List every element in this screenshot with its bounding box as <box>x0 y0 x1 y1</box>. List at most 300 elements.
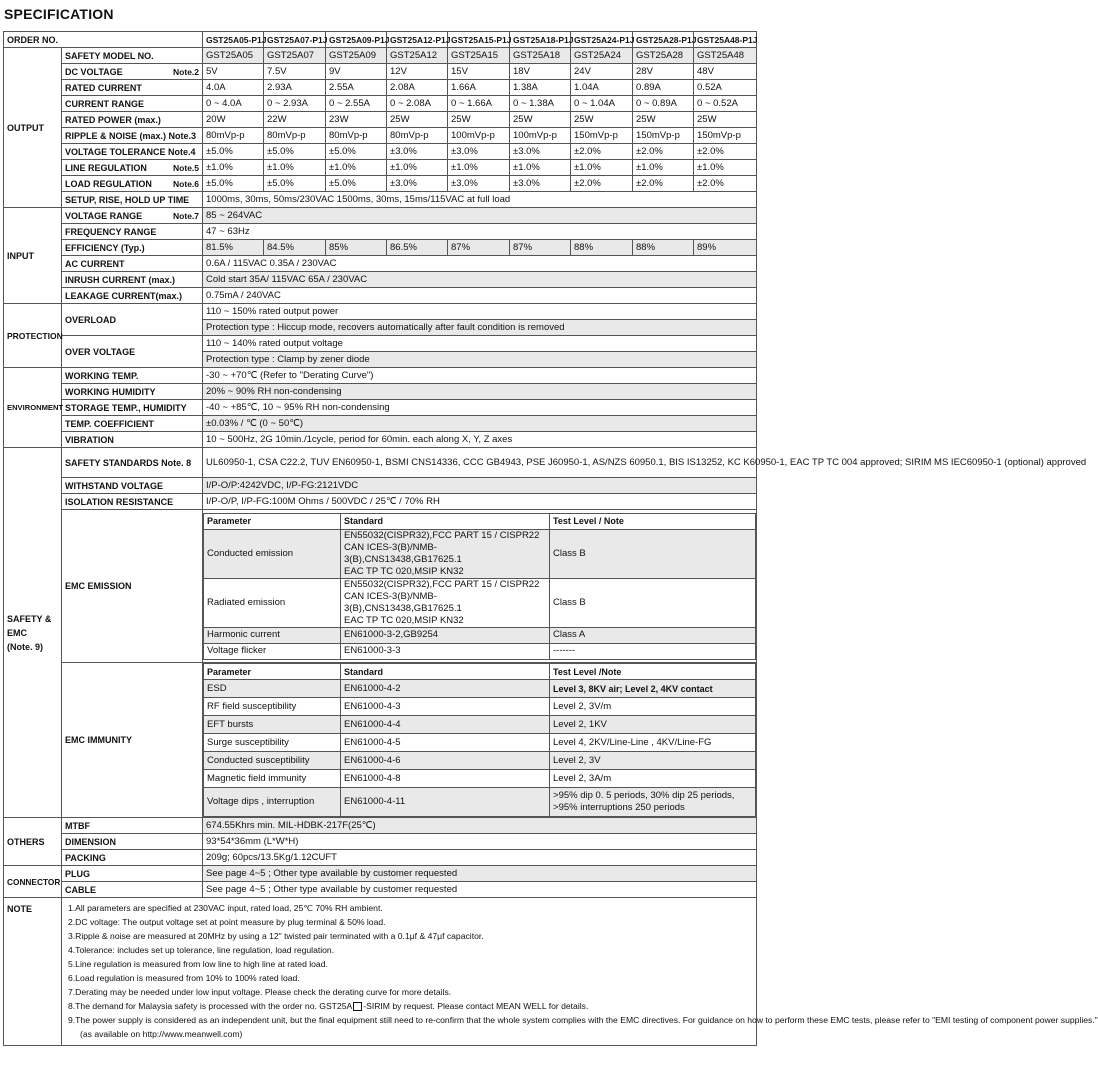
spec-item-text: SAFETY STANDARDS Note. 8 <box>65 457 192 468</box>
value-cell: 22W <box>264 112 326 128</box>
emc-level-cell: Class B <box>550 529 756 578</box>
input-row <box>4 288 757 304</box>
value-cell: 0 ~ 4.0A <box>203 96 264 112</box>
value-cell: 24V <box>571 64 633 80</box>
value-cell: ±2.0% <box>571 176 633 192</box>
value-cell: ±2.0% <box>633 176 694 192</box>
section-protection: PROTECTION <box>4 304 62 368</box>
value-cell: 1.38A <box>510 80 571 96</box>
value-cell: 20W <box>203 112 264 128</box>
spec-item-text: LINE REGULATION <box>65 162 147 173</box>
value-cell: 0.6A / 115VAC 0.35A / 230VAC <box>203 256 757 272</box>
spec-item-label <box>62 240 203 256</box>
spec-item-label <box>62 64 203 80</box>
note-ref: Note.6 <box>173 178 200 189</box>
model-header: GST25A05-P1J <box>203 32 264 48</box>
model-header: GST25A18-P1J <box>510 32 571 48</box>
emc-param-cell: Magnetic field immunity <box>204 770 341 788</box>
input-row <box>4 208 757 224</box>
page-title: SPECIFICATION <box>4 6 114 22</box>
emc-level-cell <box>550 698 756 716</box>
value-cell: 0 ~ 1.66A <box>448 96 510 112</box>
value-cell: 2.93A <box>264 80 326 96</box>
note-row <box>4 898 757 1046</box>
emc-header-cell: Standard <box>341 664 550 680</box>
input-row <box>4 272 757 288</box>
level-line: Level 2, 3A/m <box>553 772 612 784</box>
value-cell: ±2.0% <box>633 144 694 160</box>
level-line: >95% interruptions 250 periods <box>553 802 685 813</box>
input-row <box>4 224 757 240</box>
note-line: 5.Line regulation is measured from low line to high line at rated load. <box>68 959 328 969</box>
value-cell: -40 ~ +85℃, 10 ~ 95% RH non-condensing <box>203 400 757 416</box>
value-cell: ±1.0% <box>387 160 448 176</box>
others-row <box>4 818 757 834</box>
spec-item-label: EMC EMISSION <box>62 510 203 663</box>
input-row <box>4 240 757 256</box>
value-cell: 25W <box>510 112 571 128</box>
value-cell: GST25A12 <box>387 48 448 64</box>
emc-level-cell <box>550 680 756 698</box>
spec-item-text: FREQUENCY RANGE <box>65 226 157 237</box>
standard-line: EAC TP TC 020,MSIP KN32 <box>344 614 464 626</box>
spec-item-label <box>62 866 203 882</box>
output-row <box>4 80 757 96</box>
protection-row <box>4 304 757 320</box>
value-cell: I/P-O/P:4242VDC, I/P-FG:2121VDC <box>203 478 757 494</box>
value-cell: ±5.0% <box>326 176 387 192</box>
value-cell: GST25A05 <box>203 48 264 64</box>
value-cell: 150mVp-p <box>633 128 694 144</box>
section-safety-emc <box>4 448 62 818</box>
value-cell: ±1.0% <box>326 160 387 176</box>
emc-param-cell: Voltage flicker <box>204 643 341 659</box>
note-ref: Note.5 <box>173 162 200 173</box>
spec-item-label <box>62 48 203 64</box>
output-row <box>4 48 757 64</box>
value-cell: 10 ~ 500Hz, 2G 10min./1cycle, period for 60min. each along X, Y, Z axes <box>203 432 757 448</box>
standard-line: EN55032(CISPR32),FCC PART 15 / CISPR22 <box>344 529 540 541</box>
environment-row <box>4 400 757 416</box>
note-line: 6.Load regulation is measured from 10% to 100% rated load. <box>68 973 300 983</box>
safety-row <box>4 448 757 478</box>
spec-item-text: DC VOLTAGE <box>65 66 123 77</box>
spec-item-label <box>62 192 203 208</box>
emc-immunity-row <box>204 752 756 770</box>
level-line: Level 4, 2KV/Line-Line , 4KV/Line-FG <box>553 736 712 748</box>
emc-immunity-row <box>4 663 757 818</box>
spec-item-label <box>62 208 203 224</box>
emc-param-cell: EFT bursts <box>204 716 341 734</box>
value-cell: 81.5% <box>203 240 264 256</box>
order-label: ORDER NO. <box>4 32 203 48</box>
value-cell: ±1.0% <box>264 160 326 176</box>
spec-item-text: CABLE <box>65 884 96 895</box>
environment-row <box>4 368 757 384</box>
standard-line: EN55032(CISPR32),FCC PART 15 / CISPR22 <box>344 578 540 590</box>
value-cell: 150mVp-p <box>694 128 757 144</box>
value-cell: 110 ~ 140% rated output voltage <box>203 336 757 352</box>
value-cell: 0 ~ 2.55A <box>326 96 387 112</box>
output-row <box>4 192 757 208</box>
value-cell: 0 ~ 2.08A <box>387 96 448 112</box>
spec-item-label <box>62 494 203 510</box>
emc-emission-row <box>4 510 757 663</box>
spec-item-label <box>62 400 203 416</box>
emc-param-cell: Conducted emission <box>204 529 341 578</box>
note-ref: Note.2 <box>173 66 200 77</box>
note-line: 9.The power supply is considered as an independent unit, but the final equipment still need to re-confirm that the whole system complies with the EMC directives. For guidance on how to perform these EMC tests, please refer to "EMI testing of component power supplies." <box>68 1015 1098 1025</box>
spec-item-label: OVERLOAD <box>62 304 203 336</box>
emc-immunity-row <box>204 716 756 734</box>
note-text: -SIRIM by request. Please contact MEAN WELL for details. <box>363 1001 589 1011</box>
value-cell: ±1.0% <box>694 160 757 176</box>
spec-item-text: VOLTAGE RANGE <box>65 210 143 221</box>
value-cell: ±2.0% <box>694 144 757 160</box>
emc-param-cell: ESD <box>204 680 341 698</box>
connector-row <box>4 866 757 882</box>
output-row <box>4 160 757 176</box>
emc-header-cell: Parameter <box>204 664 341 680</box>
spec-item-text: AC CURRENT <box>65 258 125 269</box>
value-cell: 0 ~ 1.04A <box>571 96 633 112</box>
section-label-line: SAFETY & <box>7 613 52 624</box>
model-header: GST25A15-P1J <box>448 32 510 48</box>
value-cell: GST25A15 <box>448 48 510 64</box>
output-row <box>4 96 757 112</box>
value-cell: GST25A28 <box>633 48 694 64</box>
value-cell: 47 ~ 63Hz <box>203 224 757 240</box>
value-cell: 0.89A <box>633 80 694 96</box>
spec-item-label <box>62 416 203 432</box>
value-cell: 88% <box>571 240 633 256</box>
value-cell: 25W <box>571 112 633 128</box>
standard-line: EAC TP TC 020,MSIP KN32 <box>344 565 464 577</box>
note-line: (as available on http://www.meanwell.com) <box>80 1029 243 1039</box>
emc-standard-cell: EN61000-4-3 <box>341 698 550 716</box>
spec-item-label <box>62 160 203 176</box>
connector-row <box>4 882 757 898</box>
emc-immunity-table <box>203 663 756 817</box>
value-cell: 0 ~ 1.38A <box>510 96 571 112</box>
emc-standard-cell: EN61000-4-4 <box>341 716 550 734</box>
spec-item-label <box>62 834 203 850</box>
value-cell: ±1.0% <box>510 160 571 176</box>
level-line: Level 2, 3V/m <box>553 700 612 712</box>
value-cell: See page 4~5 ; Other type available by customer requested <box>203 866 757 882</box>
emc-immunity-row <box>204 788 756 817</box>
note-ref: Note.7 <box>173 210 200 221</box>
emc-level-cell <box>550 752 756 770</box>
value-cell: ±5.0% <box>203 176 264 192</box>
spec-item-text: INRUSH CURRENT (max.) <box>65 274 176 285</box>
spec-item-label: OVER VOLTAGE <box>62 336 203 368</box>
value-cell: GST25A48 <box>694 48 757 64</box>
spec-item-label <box>62 80 203 96</box>
value-cell: 9V <box>326 64 387 80</box>
spec-table <box>3 31 1098 1046</box>
output-row <box>4 176 757 192</box>
spec-item-text: SETUP, RISE, HOLD UP TIME <box>65 194 190 205</box>
value-cell: ±5.0% <box>203 144 264 160</box>
value-cell: 209g; 60pcs/13.5Kg/1.12CUFT <box>203 850 757 866</box>
note-line: 3.Ripple & noise are measured at 20MHz by using a 12" twisted pair terminated with a 0.1μf & 47μf capacitor. <box>68 931 484 941</box>
value-cell: ±5.0% <box>264 144 326 160</box>
emc-standard-cell: EN61000-4-8 <box>341 770 550 788</box>
model-header: GST25A24-P1J <box>571 32 633 48</box>
spec-item-text: RIPPLE & NOISE (max.) Note.3 <box>65 130 197 141</box>
spec-item-text: RATED CURRENT <box>65 82 142 93</box>
spec-item-text: PLUG <box>65 868 91 879</box>
value-cell: 1.66A <box>448 80 510 96</box>
value-cell: 85 ~ 264VAC <box>203 208 757 224</box>
value-cell: 80mVp-p <box>264 128 326 144</box>
spec-item-label <box>62 272 203 288</box>
emc-standard-cell: EN61000-4-11 <box>341 788 550 817</box>
standard-line: EN61000-3-2,GB9254 <box>344 629 439 640</box>
value-cell: 4.0A <box>203 80 264 96</box>
environment-row <box>4 384 757 400</box>
value-cell: ±1.0% <box>571 160 633 176</box>
section-input: INPUT <box>4 208 62 304</box>
section-environment: ENVIRONMENT <box>4 368 62 448</box>
spec-item-text: ISOLATION RESISTANCE <box>65 496 174 507</box>
emc-immunity-row <box>204 680 756 698</box>
spec-item-label <box>62 850 203 866</box>
value-cell: Protection type : Clamp by zener diode <box>203 352 757 368</box>
emc-param-cell: Conducted susceptibility <box>204 752 341 770</box>
spec-item-label <box>62 384 203 400</box>
notes-cell <box>62 898 1098 1046</box>
spec-item-text: RATED POWER (max.) <box>65 114 161 125</box>
emc-emission-row <box>204 643 756 659</box>
value-cell: 89% <box>694 240 757 256</box>
note-line: 1.All parameters are specified at 230VAC input, rated load, 25℃ 70% RH ambient. <box>68 903 383 913</box>
environment-row <box>4 432 757 448</box>
emc-standard-cell <box>341 578 550 627</box>
value-cell: UL60950-1, CSA C22.2, TUV EN60950-1, BSMI CNS14336, CCC GB4943, PSE J60950-1, AS/NZS 60950.1, BIS IS13252, KC K60950-1, EAC TP TC 004 approved; SIRIM MS IEC60950-1 (optional) approved <box>203 448 757 478</box>
section-label-line: (Note. 9) <box>7 641 43 652</box>
emc-immunity-row <box>204 698 756 716</box>
value-cell: 48V <box>694 64 757 80</box>
spec-item-label <box>62 224 203 240</box>
output-row <box>4 64 757 80</box>
value-cell: 150mVp-p <box>571 128 633 144</box>
note-line: 2.DC voltage: The output voltage set at point measure by plug terminal & 50% load. <box>68 917 386 927</box>
value-cell: 12V <box>387 64 448 80</box>
emc-immunity-row <box>204 734 756 752</box>
emc-param-cell: Voltage dips , interruption <box>204 788 341 817</box>
value-cell: ±1.0% <box>448 160 510 176</box>
model-header: GST25A28-P1J <box>633 32 694 48</box>
value-cell: 23W <box>326 112 387 128</box>
section-connector: CONNECTOR <box>4 866 62 898</box>
spec-item-label: EMC IMMUNITY <box>62 663 203 818</box>
value-cell: 0 ~ 2.93A <box>264 96 326 112</box>
spec-item-text: EFFICIENCY (Typ.) <box>65 242 145 253</box>
spec-item-text: WITHSTAND VOLTAGE <box>65 480 163 491</box>
spec-item-label <box>62 448 203 478</box>
emc-header-row <box>204 664 756 680</box>
spec-item-label <box>62 368 203 384</box>
input-row <box>4 256 757 272</box>
value-cell: 93*54*36mm (L*W*H) <box>203 834 757 850</box>
value-cell: 80mVp-p <box>326 128 387 144</box>
spec-item-text: LOAD REGULATION <box>65 178 152 189</box>
value-cell: 86.5% <box>387 240 448 256</box>
emc-emission-table <box>203 513 756 660</box>
standard-line: CAN ICES-3(B)/NMB-3(B),CNS13438,GB17625.1 <box>344 541 462 565</box>
emc-immunity-table-cell <box>203 663 757 818</box>
spec-item-label <box>62 112 203 128</box>
emc-level-cell <box>550 734 756 752</box>
standard-line: EN61000-3-3 <box>344 645 401 656</box>
value-cell: 25W <box>448 112 510 128</box>
emc-emission-row <box>204 578 756 627</box>
value-cell: ±0.03% / ℃ (0 ~ 50℃) <box>203 416 757 432</box>
value-cell: 80mVp-p <box>203 128 264 144</box>
emc-level-cell <box>550 770 756 788</box>
value-cell: 18V <box>510 64 571 80</box>
value-cell: 110 ~ 150% rated output power <box>203 304 757 320</box>
spec-item-text: STORAGE TEMP., HUMIDITY <box>65 402 187 413</box>
emc-param-cell: Radiated emission <box>204 578 341 627</box>
note-line: 4.Tolerance: includes set up tolerance, line regulation, load regulation. <box>68 945 335 955</box>
emc-param-cell: Harmonic current <box>204 627 341 643</box>
spec-item-label <box>62 818 203 834</box>
value-cell: 7.5V <box>264 64 326 80</box>
spec-item-text: CURRENT RANGE <box>65 98 145 109</box>
value-cell: 674.55Khrs min. MIL-HDBK-217F(25℃) <box>203 818 757 834</box>
section-others: OTHERS <box>4 818 62 866</box>
value-cell: GST25A24 <box>571 48 633 64</box>
emc-header-cell: Parameter <box>204 513 341 529</box>
spec-item-text: VIBRATION <box>65 434 114 445</box>
value-cell: 20% ~ 90% RH non-condensing <box>203 384 757 400</box>
safety-row <box>4 478 757 494</box>
note-text: 8.The demand for Malaysia safety is processed with the order no. GST25A <box>68 1001 353 1011</box>
standard-line: CAN ICES-3(B)/NMB-3(B),CNS13438,GB17625.1 <box>344 590 462 614</box>
spec-item-label <box>62 882 203 898</box>
spec-item-label <box>62 478 203 494</box>
value-cell: ±3.0% <box>387 144 448 160</box>
emc-standard-cell: EN61000-4-5 <box>341 734 550 752</box>
spec-item-text: PACKING <box>65 852 106 863</box>
emc-standard-cell: EN61000-4-6 <box>341 752 550 770</box>
emc-param-cell: RF field susceptibility <box>204 698 341 716</box>
safety-row <box>4 494 757 510</box>
value-cell: ±1.0% <box>203 160 264 176</box>
value-cell: -30 ~ +70℃ (Refer to "Derating Curve") <box>203 368 757 384</box>
emc-header-cell: Standard <box>341 513 550 529</box>
emc-standard-cell <box>341 643 550 659</box>
value-cell: 1.04A <box>571 80 633 96</box>
value-cell: 0 ~ 0.52A <box>694 96 757 112</box>
value-cell: 25W <box>633 112 694 128</box>
spec-item-label <box>62 128 203 144</box>
environment-row <box>4 416 757 432</box>
value-cell: I/P-O/P, I/P-FG:100M Ohms / 500VDC / 25℃ / 70% RH <box>203 494 757 510</box>
value-cell: 0.52A <box>694 80 757 96</box>
value-cell: ±5.0% <box>326 144 387 160</box>
value-cell: 25W <box>694 112 757 128</box>
emc-standard-cell: EN61000-4-2 <box>341 680 550 698</box>
value-cell: 25W <box>387 112 448 128</box>
level-line: Level 2, 3V <box>553 754 601 766</box>
value-cell: ±3.0% <box>448 176 510 192</box>
value-cell: ±3.0% <box>387 176 448 192</box>
emc-header-cell: Test Level / Note <box>550 513 756 529</box>
spec-item-text: DIMENSION <box>65 836 117 847</box>
value-cell: 1000ms, 30ms, 50ms/230VAC 1500ms, 30ms, 15ms/115VAC at full load <box>203 192 757 208</box>
spec-item-text: SAFETY MODEL NO. <box>65 50 154 61</box>
spec-item-label <box>62 256 203 272</box>
value-cell: 87% <box>448 240 510 256</box>
protection-row <box>4 336 757 352</box>
output-row <box>4 112 757 128</box>
value-cell: 85% <box>326 240 387 256</box>
value-cell: Cold start 35A/ 115VAC 65A / 230VAC <box>203 272 757 288</box>
order-row <box>4 32 757 48</box>
emc-emission-table-cell <box>203 510 757 663</box>
spec-item-text: WORKING TEMP. <box>65 370 139 381</box>
others-row <box>4 834 757 850</box>
emc-standard-cell <box>341 627 550 643</box>
spec-item-label <box>62 432 203 448</box>
spec-item-text: LEAKAGE CURRENT(max.) <box>65 290 183 301</box>
model-header: GST25A48-P1J <box>694 32 757 48</box>
section-label-line: EMC <box>7 627 27 638</box>
value-cell: 84.5% <box>264 240 326 256</box>
value-cell: ±2.0% <box>694 176 757 192</box>
section-note: NOTE <box>4 898 62 1046</box>
value-cell: See page 4~5 ; Other type available by customer requested <box>203 882 757 898</box>
value-cell: GST25A09 <box>326 48 387 64</box>
emc-param-cell: Surge susceptibility <box>204 734 341 752</box>
value-cell: 88% <box>633 240 694 256</box>
emc-emission-row <box>204 529 756 578</box>
value-cell: 2.55A <box>326 80 387 96</box>
value-cell: ±3.0% <box>448 144 510 160</box>
emc-emission-row <box>204 627 756 643</box>
value-cell: 80mVp-p <box>387 128 448 144</box>
output-row <box>4 128 757 144</box>
model-header: GST25A09-P1J <box>326 32 387 48</box>
section-output: OUTPUT <box>4 48 62 208</box>
model-header: GST25A07-P1J <box>264 32 326 48</box>
value-cell: ±5.0% <box>264 176 326 192</box>
spec-item-label <box>62 144 203 160</box>
value-cell: 2.08A <box>387 80 448 96</box>
spec-item-text: MTBF <box>65 820 90 831</box>
spec-item-text: WORKING HUMIDITY <box>65 386 156 397</box>
emc-level-cell <box>550 788 756 817</box>
note-line <box>68 999 752 1013</box>
output-row <box>4 144 757 160</box>
emc-level-cell: Class B <box>550 578 756 627</box>
emc-level-cell: Class A <box>550 627 756 643</box>
level-line: Level 3, 8KV air; Level 2, 4KV contact <box>553 683 713 694</box>
value-cell: 0 ~ 0.89A <box>633 96 694 112</box>
spec-item-label <box>62 288 203 304</box>
value-cell: 87% <box>510 240 571 256</box>
emc-header-cell: Test Level /Note <box>550 664 756 680</box>
spec-item-text: TEMP. COEFFICIENT <box>65 418 154 429</box>
level-line: >95% dip 0. 5 periods, 30% dip 25 periods, <box>553 790 735 801</box>
value-cell: GST25A07 <box>264 48 326 64</box>
value-cell: 0.75mA / 240VAC <box>203 288 757 304</box>
value-cell: Protection type : Hiccup mode, recovers automatically after fault condition is removed <box>203 320 757 336</box>
